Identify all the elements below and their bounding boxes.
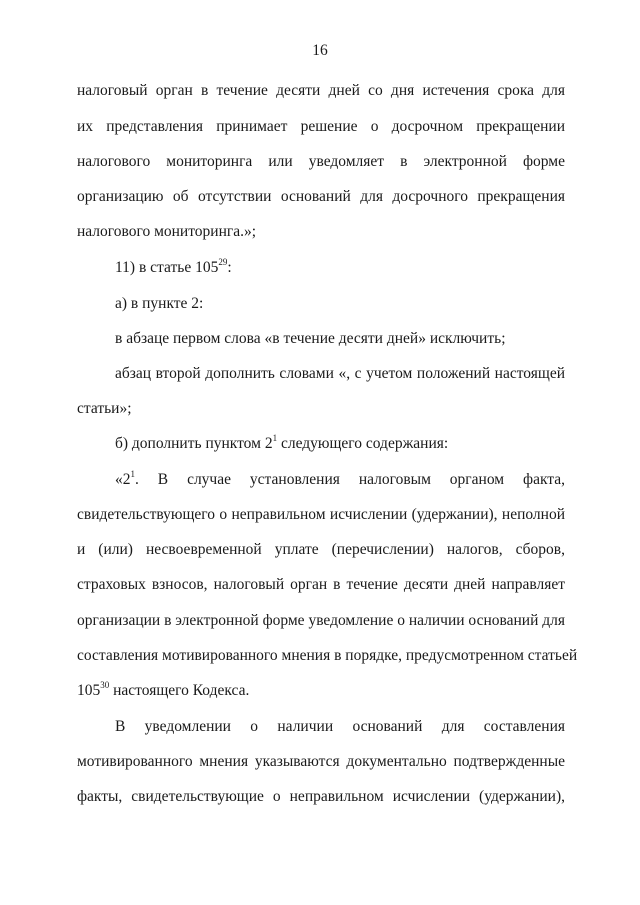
text-line: страховых взносов, налоговый орган в течение десяти дней направляет — [77, 576, 565, 593]
text-line: мотивированного мнения указываются документально подтвержденные — [77, 753, 565, 770]
text-line: их представления принимает решение о досрочном прекращении — [77, 118, 565, 135]
text-line: налоговый орган в течение десяти дней со дня истечения срока для — [77, 82, 565, 99]
item-a: а) в пункте 2: — [115, 295, 204, 312]
paragraph-second-abzac: абзац второй дополнить словами «, с учетом положений настоящей — [115, 365, 565, 382]
text-line: организации в электронной форме уведомление о наличии оснований для — [77, 612, 565, 629]
text-line: статьи»; — [77, 400, 132, 417]
page-number: 16 — [312, 42, 328, 59]
item-11: 11) в статье $105^{29}$: — [115, 257, 232, 276]
text-line: $105^{30}$ настоящего Кодекса. — [77, 680, 250, 699]
text-line: составления мотивированного мнения в порядке, предусмотренном статьей — [77, 647, 578, 664]
notice-paragraph: В уведомлении о наличии оснований для составления — [115, 718, 565, 735]
text-line: факты, свидетельствующие о неправильном исчислении (удержании), — [77, 788, 565, 805]
text-line: налогового мониторинга или уведомляет в электронной форме — [77, 153, 565, 170]
paragraph-first-abzac: в абзаце первом слова «в течение десяти дней» исключить; — [115, 330, 506, 347]
text-line: налогового мониторинга.»; — [77, 223, 257, 240]
new-point-lead: «$2^1$. В случае установления налоговым органом факта, — [115, 469, 565, 488]
text-line: организацию об отсутствии оснований для досрочного прекращения — [77, 188, 565, 205]
item-b: б) дополнить пунктом $2^1$ следующего содержания: — [115, 433, 449, 452]
text-line: свидетельствующего о неправильном исчислении (удержании), неполной — [77, 506, 565, 523]
text-line: и (или) несвоевременной уплате (перечислении) налогов, сборов, — [77, 541, 565, 558]
